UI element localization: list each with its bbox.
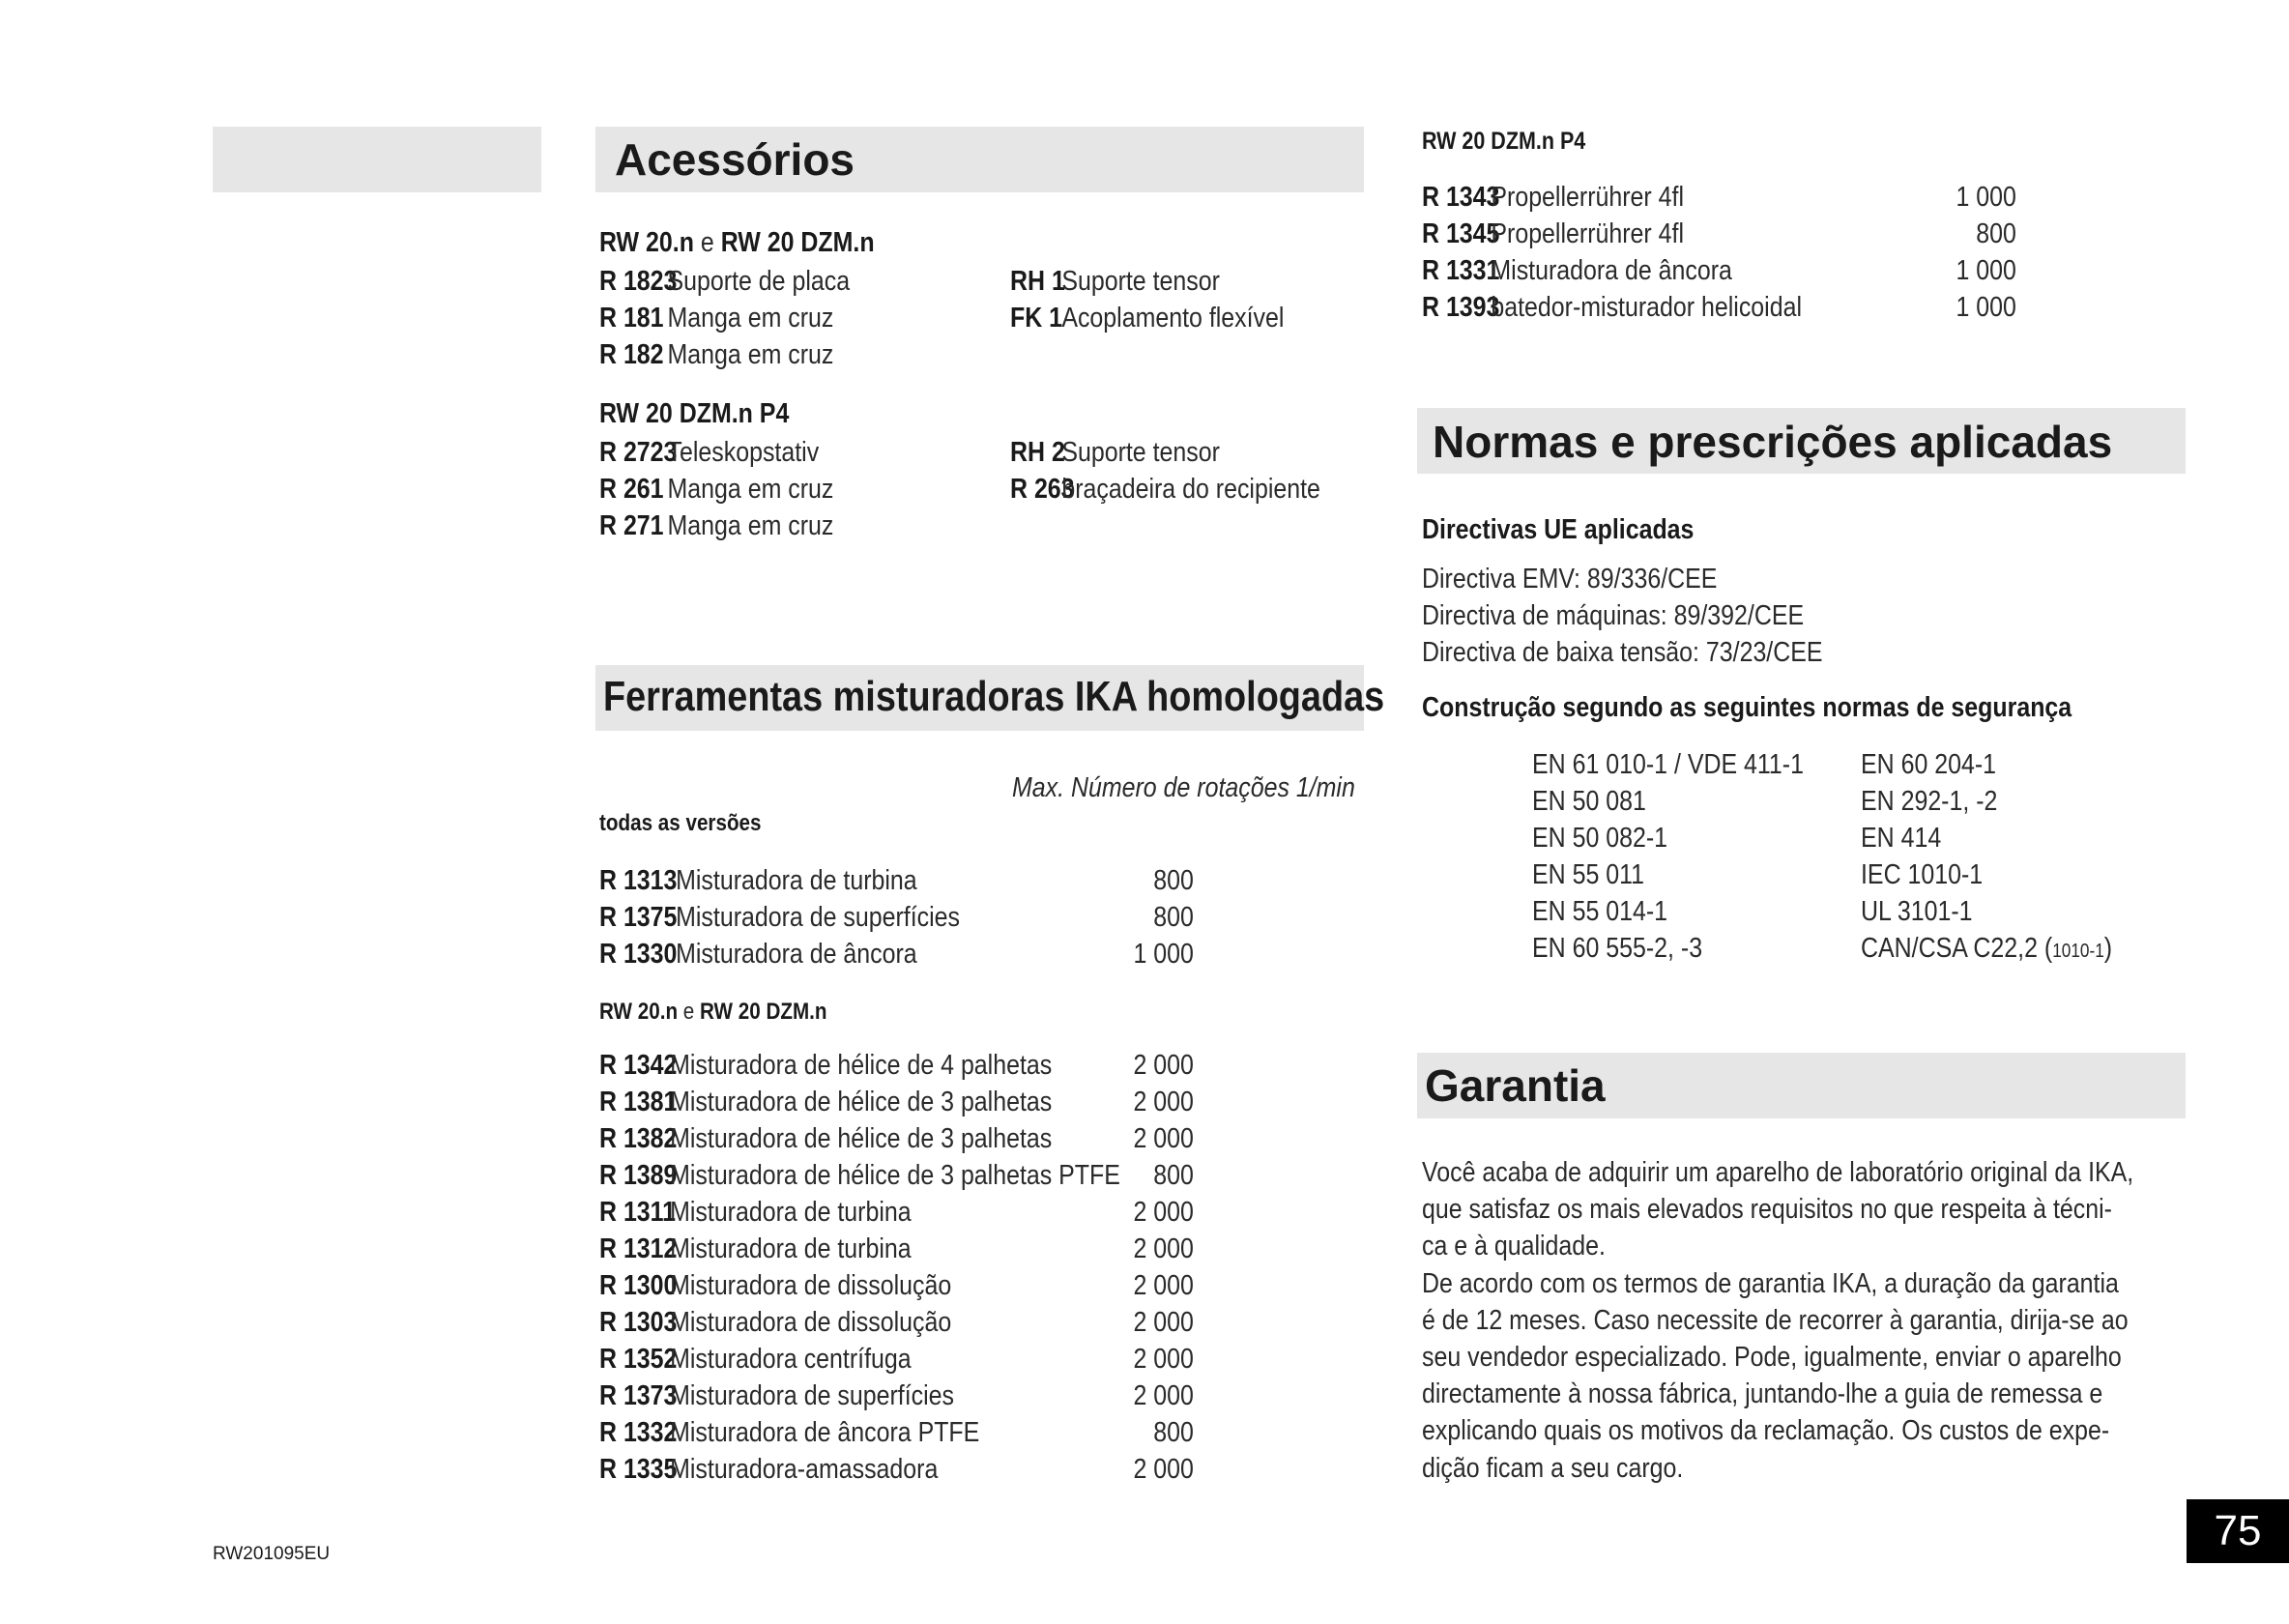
list-item: CAN/CSA C22,2 (1010-1) <box>1861 933 2113 964</box>
doc-code: RW201095EU <box>213 1544 331 1564</box>
mixers-title: Ferramentas misturadoras IKA homologadas <box>603 673 1385 720</box>
table-row: R 1332 Misturadora de âncora PTFE 800 <box>599 1417 1194 1448</box>
table-row: R 1393 batedor-misturador helicoidal 1 000 <box>1422 292 2016 323</box>
accessories-group1-left <box>599 263 948 373</box>
table-row: R 1342 Misturadora de hélice de 4 palhetas 2 000 <box>599 1050 1194 1081</box>
accessories-group2-heading: RW 20 DZM.n P4 <box>599 398 790 429</box>
table-row: R 1330 Misturadora de âncora 1 000 <box>599 939 1194 970</box>
standards-left <box>1532 746 1804 967</box>
construction-heading: Construção segundo as seguintes normas de segurança <box>1422 692 2072 723</box>
list-item: Directiva EMV: 89/336/CEE <box>1422 564 1718 594</box>
list-item: EN 292-1, -2 <box>1861 786 1998 817</box>
table-row: R 1382 Misturadora de hélice de 3 palhetas 2 000 <box>599 1123 1194 1154</box>
table-row: R 1345 Propellerrührer 4fl 800 <box>1422 218 2016 249</box>
list-item: EN 61 010-1 / VDE 411-1 <box>1532 749 1804 780</box>
standards-right <box>1861 746 2112 970</box>
warranty-title: Garantia <box>1425 1060 1606 1111</box>
table-row: R 1343 Propellerrührer 4fl 1 000 <box>1422 182 2016 213</box>
all-versions-label: todas as versões <box>599 810 762 836</box>
list-item: EN 55 014-1 <box>1532 896 1668 927</box>
table-row: R 1352 Misturadora centrífuga 2 000 <box>599 1344 1194 1375</box>
list-item: EN 50 081 <box>1532 786 1646 817</box>
accessories-group2-left <box>599 434 948 544</box>
list-item: R 182 Manga em cruz <box>599 339 834 370</box>
p4-list <box>1422 179 2016 326</box>
list-item: EN 50 082-1 <box>1532 823 1668 854</box>
table-row: R 1313 Misturadora de turbina 800 <box>599 865 1194 896</box>
directives-list <box>1422 561 1823 671</box>
max-rpm-label: Max. Número de rotações 1/min <box>1012 772 1355 803</box>
table-row: R 1312 Misturadora de turbina 2 000 <box>599 1233 1194 1264</box>
table-row: R 1335 Misturadora-amassadora 2 000 <box>599 1454 1194 1485</box>
list-item: UL 3101-1 <box>1861 896 1973 927</box>
list-item: R 1823 Suporte de placa <box>599 266 851 297</box>
list-item: R 2723 Teleskopstativ <box>599 437 820 468</box>
table-row: R 1303 Misturadora de dissolução 2 000 <box>599 1307 1194 1338</box>
directives-heading: Directivas UE aplicadas <box>1422 514 1695 545</box>
table-row: R 1375 Misturadora de superfícies 800 <box>599 902 1194 933</box>
list-item: R 263 braçadeira do recipiente <box>1010 474 1320 505</box>
p4-heading: RW 20 DZM.n P4 <box>1422 128 1586 155</box>
table-row: R 1311 Misturadora de turbina 2 000 <box>599 1197 1194 1228</box>
accessories-group2-right <box>1010 434 1343 508</box>
list-item: RH 1 Suporte tensor <box>1010 266 1220 297</box>
table-row: R 1381 Misturadora de hélice de 3 palhetas 2 000 <box>599 1087 1194 1117</box>
accessories-group1-right <box>1010 263 1343 336</box>
left-margin-band <box>213 127 541 192</box>
list-item: EN 60 555-2, -3 <box>1532 933 1703 964</box>
list-item: Directiva de máquinas: 89/392/CEE <box>1422 600 1805 631</box>
list-item: EN 60 204-1 <box>1861 749 1997 780</box>
all-versions-list <box>599 862 1194 972</box>
table-row: R 1389 Misturadora de hélice de 3 palhetas PTFE 800 <box>599 1160 1194 1191</box>
rw20-list <box>599 1047 1194 1488</box>
table-row: R 1373 Misturadora de superfícies 2 000 <box>599 1380 1194 1411</box>
list-item: EN 414 <box>1861 823 1942 854</box>
list-item: FK 1 Acoplamento flexível <box>1010 303 1285 334</box>
warranty-text: Você acaba de adquirir um aparelho de laboratório original da IKA, que satisfaz os mais elevados requisitos no que respeita à técni- ca e à qualidade. De acordo com os termos de garantia IKA, a duração da garantia é de 12 meses. Caso necessite de recorrer à garantia, dirija-se ao seu vendedor especializado. Pode, igualmente, enviar o aparelho directamente à nossa fábrica, juntando-lhe a guia de remessa e explicando quais os motivos da reclamação. Os custos de expe- dição ficam a seu cargo. <box>1422 1157 2134 1484</box>
list-item: IEC 1010-1 <box>1861 859 1984 890</box>
table-row: R 1300 Misturadora de dissolução 2 000 <box>599 1270 1194 1301</box>
page-number: 75 <box>2187 1499 2289 1563</box>
norms-title: Normas e prescrições aplicadas <box>1433 417 2113 467</box>
list-item: Directiva de baixa tensão: 73/23/CEE <box>1422 637 1823 668</box>
rw20-heading: RW 20.n e RW 20 DZM.n <box>599 999 827 1025</box>
list-item: R 271 Manga em cruz <box>599 510 834 541</box>
list-item: R 181 Manga em cruz <box>599 303 834 334</box>
list-item: RH 2 Suporte tensor <box>1010 437 1220 468</box>
list-item: R 261 Manga em cruz <box>599 474 834 505</box>
table-row: R 1331 Misturadora de âncora 1 000 <box>1422 255 2016 286</box>
accessories-title: Acessórios <box>615 134 855 185</box>
list-item: EN 55 011 <box>1532 859 1645 890</box>
accessories-group1-heading: RW 20.n e RW 20 DZM.n <box>599 227 875 258</box>
